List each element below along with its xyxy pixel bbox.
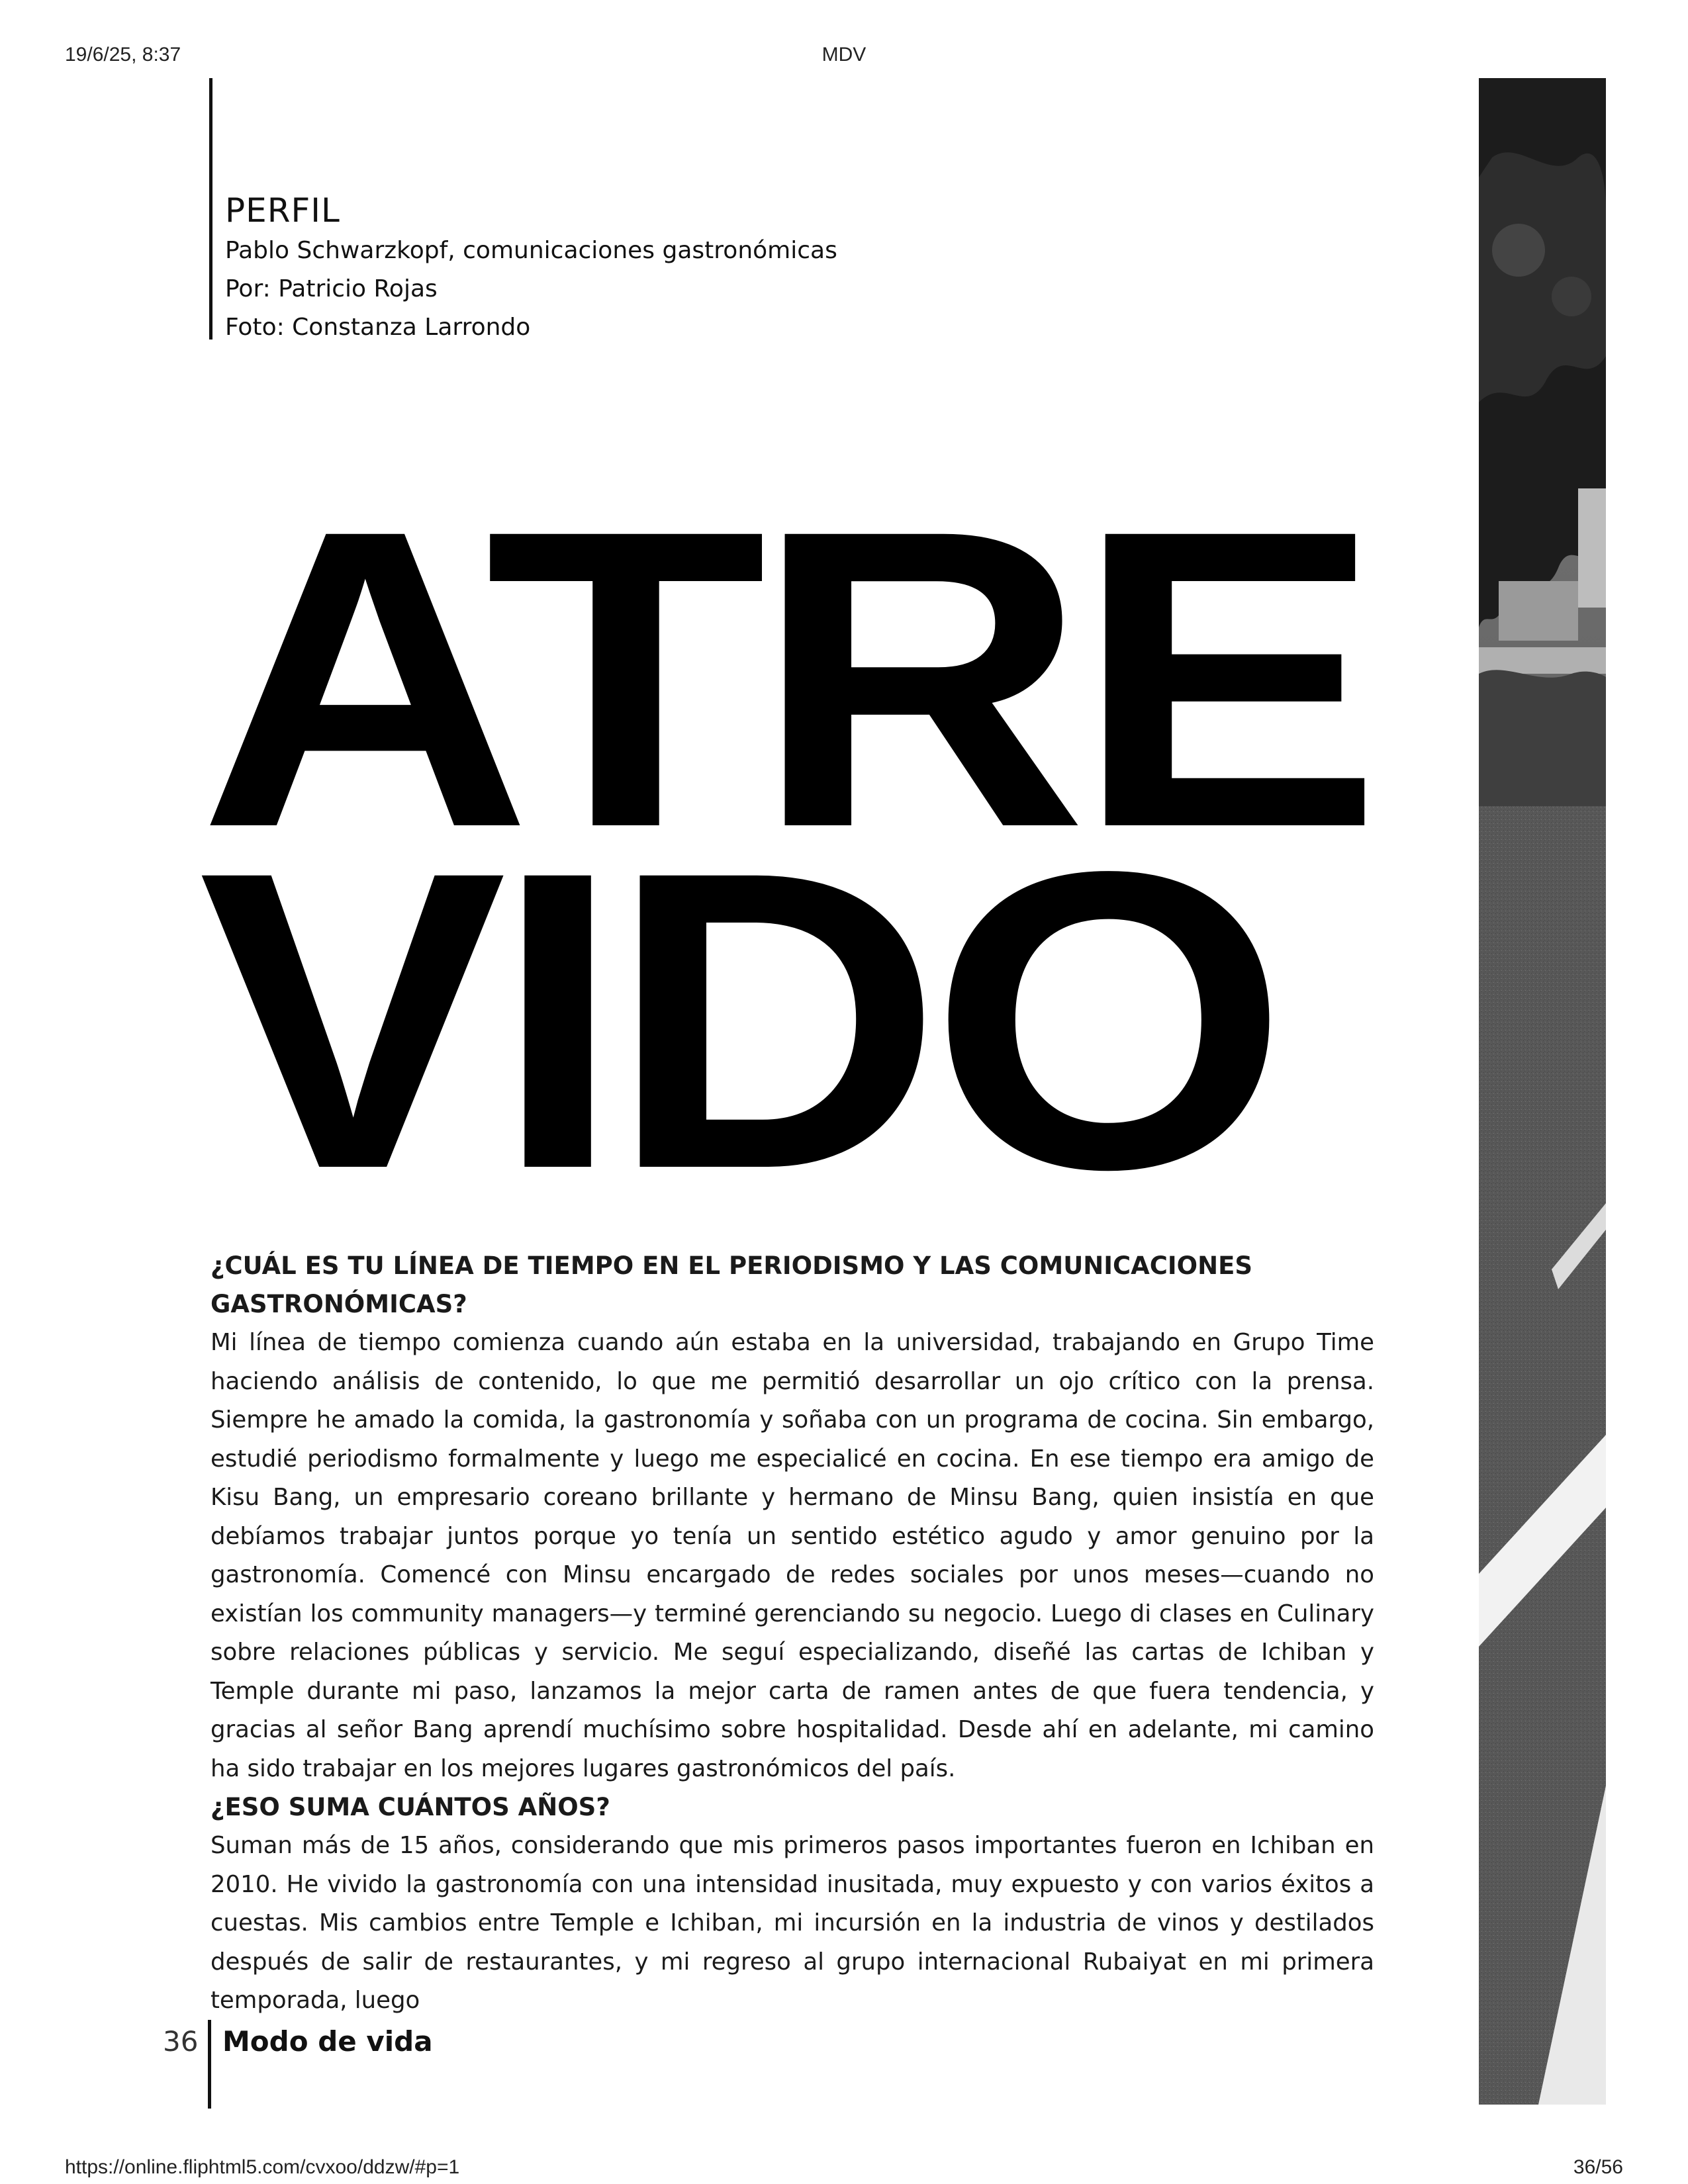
author-credit: Por: Patricio Rojas xyxy=(225,275,438,302)
answer-1: Mi línea de tiempo comienza cuando aún estaba en la universidad, trabajando en Grupo Time haciendo análisis de contenido, lo que me permitió desarrollar un ojo crítico con la prensa. Siempre he amado la comida, la gastronomía y soñaba con un programa de cocina. Sin embargo, estudié periodismo formalmente y luego me especialicé en cocina. En ese tiempo era amigo de Kisu Bang, un empresario coreano brillante y hermano de Minsu Bang, quien insistía en que debíamos trabajar juntos porque yo tenía un sentido estético agudo y amor genuino por la gastronomía. Comencé con Minsu encargado de redes sociales por unos meses—cuando no existían los community managers—y terminé gerenciando su negocio. Luego di clases en Culinary sobre relaciones públicas y servicio. Me seguí especializando, diseñé las cartas de Ichiban y Temple durante mi paso, lanzamos la mejor carta de ramen antes de que fuera tendencia, y gracias al señor Bang aprendí muchísimo sobre hospitalidad. Desde ahí en adelante, mi camino ha sido trabajar en los mejores lugares gastronómicos del país. xyxy=(211,1329,1374,1782)
magazine-name: Modo de vida xyxy=(222,2025,433,2058)
cover-photo xyxy=(1479,78,1606,2105)
question-2: ¿ESO SUMA CUÁNTOS AÑOS? xyxy=(211,1793,610,1821)
section-label: PERFIL xyxy=(225,191,340,230)
folio-rule xyxy=(208,2020,211,2109)
headline-line-1: ATRE xyxy=(199,442,1370,915)
answer-2: Suman más de 15 años, considerando que mis primeros pasos importantes fueron en Ichiban en 2010. He vivido la gastronomía con una intensidad inusitada, muy expuesto y con varios éxitos a cuestas. Mis cambios entre Temple e Ichiban, mi incursión en la industria de vinos y destilados después de salir de restaurantes, y mi regreso al grupo internacional Rubaiyat en mi primera temporada, luego xyxy=(211,1832,1374,2014)
profile-subtitle: Pablo Schwarzkopf, comunicaciones gastronómicas xyxy=(225,237,837,264)
article-body xyxy=(211,1247,1374,2021)
photo-credit: Foto: Constanza Larrondo xyxy=(225,314,531,341)
headline-line-2: VIDO xyxy=(199,784,1276,1257)
print-date: 19/6/25, 8:37 xyxy=(65,44,181,66)
print-url: https://online.fliphtml5.com/cvxoo/ddzw/#p=1 xyxy=(65,2156,460,2178)
page-number: 36 xyxy=(163,2025,199,2058)
print-page-count: 36/56 xyxy=(1573,2156,1623,2178)
credits-rule xyxy=(209,78,212,340)
question-1: ¿CUÁL ES TU LÍNEA DE TIEMPO EN EL PERIODISMO Y LAS COMUNICACIONES GASTRONÓMICAS? xyxy=(211,1251,1253,1318)
print-title: MDV xyxy=(821,44,867,66)
credits-block xyxy=(225,189,837,347)
